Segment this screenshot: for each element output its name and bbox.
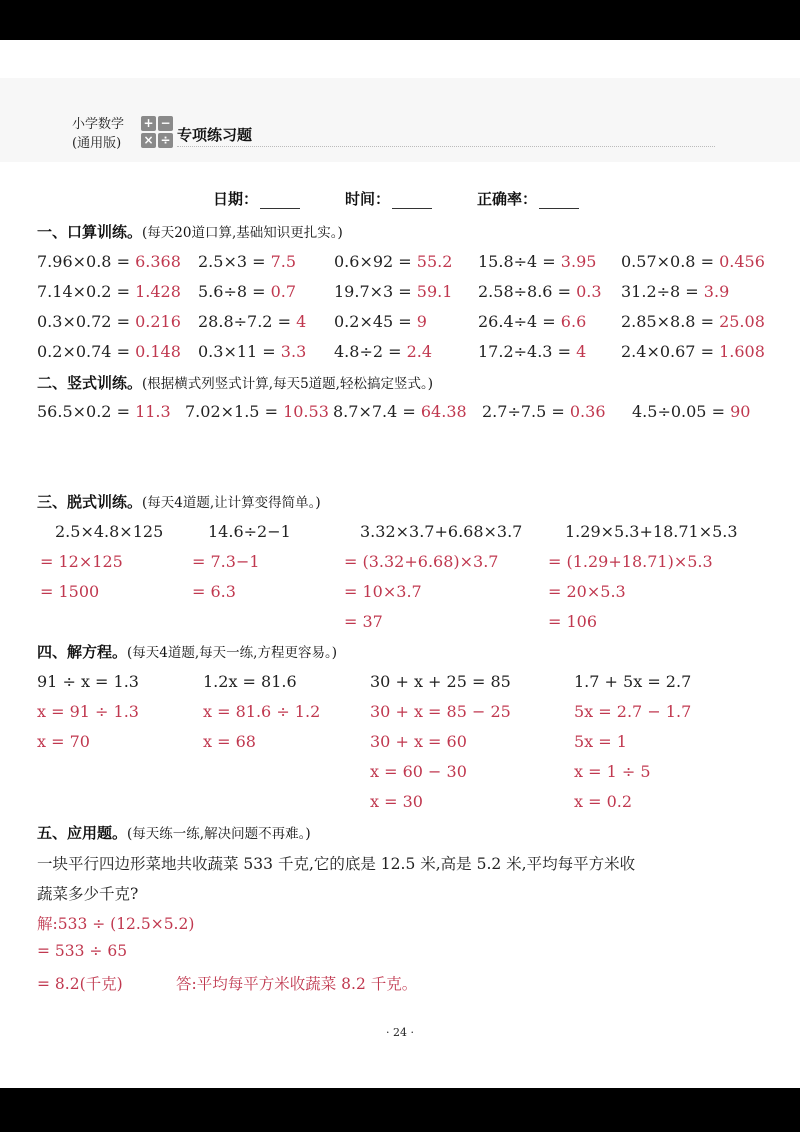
section1-note: (每天20道口算,基础知识更扎实。) (142, 225, 343, 241)
step: x = 1 ÷ 5 (574, 762, 651, 781)
accuracy-label: 正确率： (477, 190, 538, 208)
solution-step: = 533 ÷ 65 (37, 942, 128, 960)
plus-icon: + (141, 116, 156, 131)
vertical-item: 7.02×1.5 = 10.53 (185, 402, 329, 421)
section5-title: 五、应用题。 (37, 824, 128, 842)
operator-icons (141, 116, 173, 148)
oral-item: 0.3×0.72 = 0.216 (37, 312, 181, 331)
times-icon: × (141, 133, 156, 148)
step: = 6.3 (192, 582, 236, 601)
step: 5x = 2.7 − 1.7 (574, 702, 692, 721)
answer-statement: 答:平均每平方米收蔬菜 8.2 千克。 (176, 975, 418, 993)
step: x = 0.2 (574, 792, 633, 811)
section2-heading (37, 372, 433, 393)
step: = (1.29+18.71)×5.3 (548, 552, 713, 571)
section5-note: (每天练一练,解决问题不再难。) (127, 826, 311, 842)
time-field[interactable] (345, 188, 432, 209)
section4-note: (每天4道题,每天一练,方程更容易。) (127, 645, 337, 661)
step: x = 81.6 ÷ 1.2 (203, 702, 321, 721)
section2-title: 二、竖式训练。 (37, 374, 143, 392)
equation: 30 + x + 25 = 85 (370, 672, 511, 691)
oral-item: 0.57×0.8 = 0.456 (621, 252, 765, 271)
step: = 1500 (40, 582, 100, 601)
expression: 1.29×5.3+18.71×5.3 (565, 522, 738, 541)
oral-item: 2.58÷8.6 = 0.3 (478, 282, 602, 301)
book-label-line1: 小学数学 (72, 117, 125, 132)
oral-item: 0.2×45 = 9 (334, 312, 427, 331)
step: = 10×3.7 (344, 582, 422, 601)
solution-step: 解:533 ÷ (12.5×5.2) (37, 915, 195, 933)
expression: 3.32×3.7+6.68×3.7 (360, 522, 523, 541)
time-label: 时间： (345, 190, 391, 208)
step: 30 + x = 85 − 25 (370, 702, 511, 721)
section1-heading (37, 221, 343, 242)
header-divider (177, 146, 715, 147)
step: x = 70 (37, 732, 90, 751)
oral-item: 19.7×3 = 59.1 (334, 282, 453, 301)
date-label: 日期： (213, 190, 259, 208)
word-problem-line1: 一块平行四边形菜地共收蔬菜 533 千克,它的底是 12.5 米,高是 5.2 米,平均每平方米收 (37, 855, 636, 873)
oral-item: 31.2÷8 = 3.9 (621, 282, 730, 301)
oral-item: 7.96×0.8 = 6.368 (37, 252, 181, 271)
oral-item: 15.8÷4 = 3.95 (478, 252, 597, 271)
oral-item: 26.4÷4 = 6.6 (478, 312, 587, 331)
header-title: 专项练习题 (177, 126, 253, 144)
equation: 91 ÷ x = 1.3 (37, 672, 139, 691)
step: = 20×5.3 (548, 582, 626, 601)
vertical-item: 4.5÷0.05 = 90 (632, 402, 751, 421)
section2-note: (根据横式列竖式计算,每天5道题,轻松搞定竖式。) (142, 376, 433, 392)
oral-item: 0.3×11 = 3.3 (198, 342, 307, 361)
oral-item: 2.5×3 = 7.5 (198, 252, 297, 271)
page-number: · 24 · (386, 1026, 414, 1039)
vertical-item: 8.7×7.4 = 64.38 (333, 402, 467, 421)
step: x = 30 (370, 792, 423, 811)
step: = 7.3−1 (192, 552, 260, 571)
section4-title: 四、解方程。 (37, 643, 128, 661)
expression: 14.6÷2−1 (208, 522, 291, 541)
bottom-black-bar (0, 1088, 800, 1132)
equation: 1.2x = 81.6 (203, 672, 297, 691)
section4-heading (37, 641, 337, 662)
section1-title: 一、口算训练。 (37, 223, 143, 241)
oral-item: 0.2×0.74 = 0.148 (37, 342, 181, 361)
step: = 37 (344, 612, 383, 631)
section5-heading (37, 822, 311, 843)
accuracy-blank[interactable] (539, 192, 579, 209)
equation: 1.7 + 5x = 2.7 (574, 672, 692, 691)
time-blank[interactable] (392, 192, 432, 209)
oral-item: 0.6×92 = 55.2 (334, 252, 453, 271)
step: 5x = 1 (574, 732, 627, 751)
word-problem-line2: 蔬菜多少千克? (37, 885, 139, 903)
oral-item: 17.2÷4.3 = 4 (478, 342, 587, 361)
step: 30 + x = 60 (370, 732, 467, 751)
oral-item: 2.4×0.67 = 1.608 (621, 342, 765, 361)
book-label-line2: (通用版) (72, 136, 122, 151)
expression: 2.5×4.8×125 (55, 522, 164, 541)
vertical-item: 56.5×0.2 = 11.3 (37, 402, 171, 421)
vertical-item: 2.7÷7.5 = 0.36 (482, 402, 606, 421)
section3-title: 三、脱式训练。 (37, 493, 143, 511)
oral-item: 5.6÷8 = 0.7 (198, 282, 297, 301)
date-field[interactable] (213, 188, 300, 209)
book-label (72, 115, 124, 153)
oral-item: 28.8÷7.2 = 4 (198, 312, 307, 331)
date-blank[interactable] (260, 192, 300, 209)
step: = 12×125 (40, 552, 123, 571)
accuracy-field[interactable] (477, 188, 579, 209)
minus-icon: − (158, 116, 173, 131)
section3-heading (37, 491, 321, 512)
step: x = 68 (203, 732, 256, 751)
step: x = 60 − 30 (370, 762, 467, 781)
section3-note: (每天4道题,让计算变得简单。) (142, 495, 321, 511)
oral-item: 7.14×0.2 = 1.428 (37, 282, 181, 301)
top-black-bar (0, 0, 800, 40)
oral-item: 2.85×8.8 = 25.08 (621, 312, 765, 331)
divide-icon: ÷ (158, 133, 173, 148)
step: = 106 (548, 612, 598, 631)
solution-step: = 8.2(千克) (37, 975, 123, 993)
step: = (3.32+6.68)×3.7 (344, 552, 499, 571)
oral-item: 4.8÷2 = 2.4 (334, 342, 433, 361)
step: x = 91 ÷ 1.3 (37, 702, 139, 721)
